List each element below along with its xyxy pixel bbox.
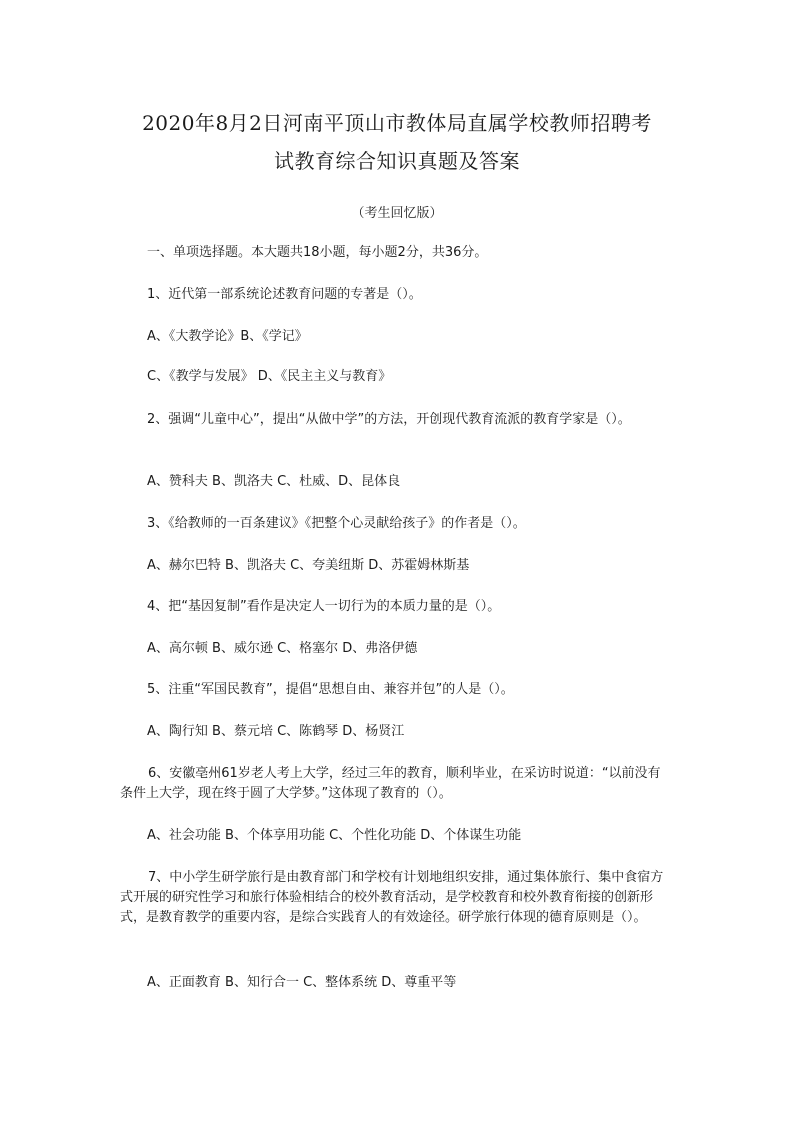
document-title bbox=[60, 104, 734, 180]
section-heading: 一、单项选择题。本大题共18小题，每小题2分，共36分。 bbox=[147, 245, 488, 260]
question-5-options: A、陶行知 B、蔡元培 C、陈鹤琴 D、杨贤江 bbox=[147, 724, 405, 739]
question-7-options: A、正面教育 B、知行合一 C、整体系统 D、尊重平等 bbox=[147, 975, 457, 990]
question-1-option-line-2: C、《教学与发展》 D、《民主主义与教育》 bbox=[147, 369, 392, 384]
question-4-stem: 4、把“基因复制”看作是决定人一切行为的本质力量的是（）。 bbox=[147, 599, 501, 614]
question-1-stem: 1、近代第一部系统论述教育问题的专著是（）。 bbox=[147, 287, 422, 302]
question-4-options: A、高尔顿 B、威尔逊 C、格塞尔 D、弗洛伊德 bbox=[147, 641, 418, 656]
question-3-options: A、赫尔巴特 B、凯洛夫 C、夸美纽斯 D、苏霍姆林斯基 bbox=[147, 558, 470, 573]
title-line-1: 2020年8月2日河南平顶山市教体局直属学校教师招聘考 bbox=[142, 111, 652, 135]
question-6-options: A、社会功能 B、个体享用功能 C、个性化功能 D、个体谋生功能 bbox=[147, 828, 522, 843]
question-3-stem: 3、《给教师的一百条建议》《把整个心灵献给孩子》的作者是（）。 bbox=[147, 516, 526, 531]
question-6-stem: 6、安徽亳州61岁老人考上大学，经过三年的教育，顺利毕业，在采访时说道：“以前没有条件上大学，现在终于圆了大学梦。”这体现了教育的（）。 bbox=[120, 766, 661, 801]
question-2-options: A、赞科夫 B、凯洛夫 C、杜威、D、昆体良 bbox=[147, 474, 401, 489]
title-line-2: 试教育综合知识真题及答案 bbox=[274, 149, 520, 173]
document-subtitle: （考生回忆版） bbox=[351, 206, 443, 221]
question-2-stem: 2、强调“儿童中心”，提出“从做中学”的方法，开创现代教育流派的教育学家是（）。 bbox=[147, 412, 631, 427]
question-1-option-line-1: A、《大教学论》B、《学记》 bbox=[147, 329, 308, 344]
question-7-stem: 7、中小学生研学旅行是由教育部门和学校有计划地组织安排，通过集体旅行、集中食宿方式开展的研究性学习和旅行体验相结合的校外教育活动，是学校教育和校外教育衔接的创新形式，是教育教学的重要内容，是综合实践育人的有效途径。研学旅行体现的德育原则是（）。 bbox=[120, 870, 664, 925]
question-5-stem: 5、注重“军国民教育”，提倡“思想自由、兼容并包”的人是（）。 bbox=[147, 682, 514, 697]
